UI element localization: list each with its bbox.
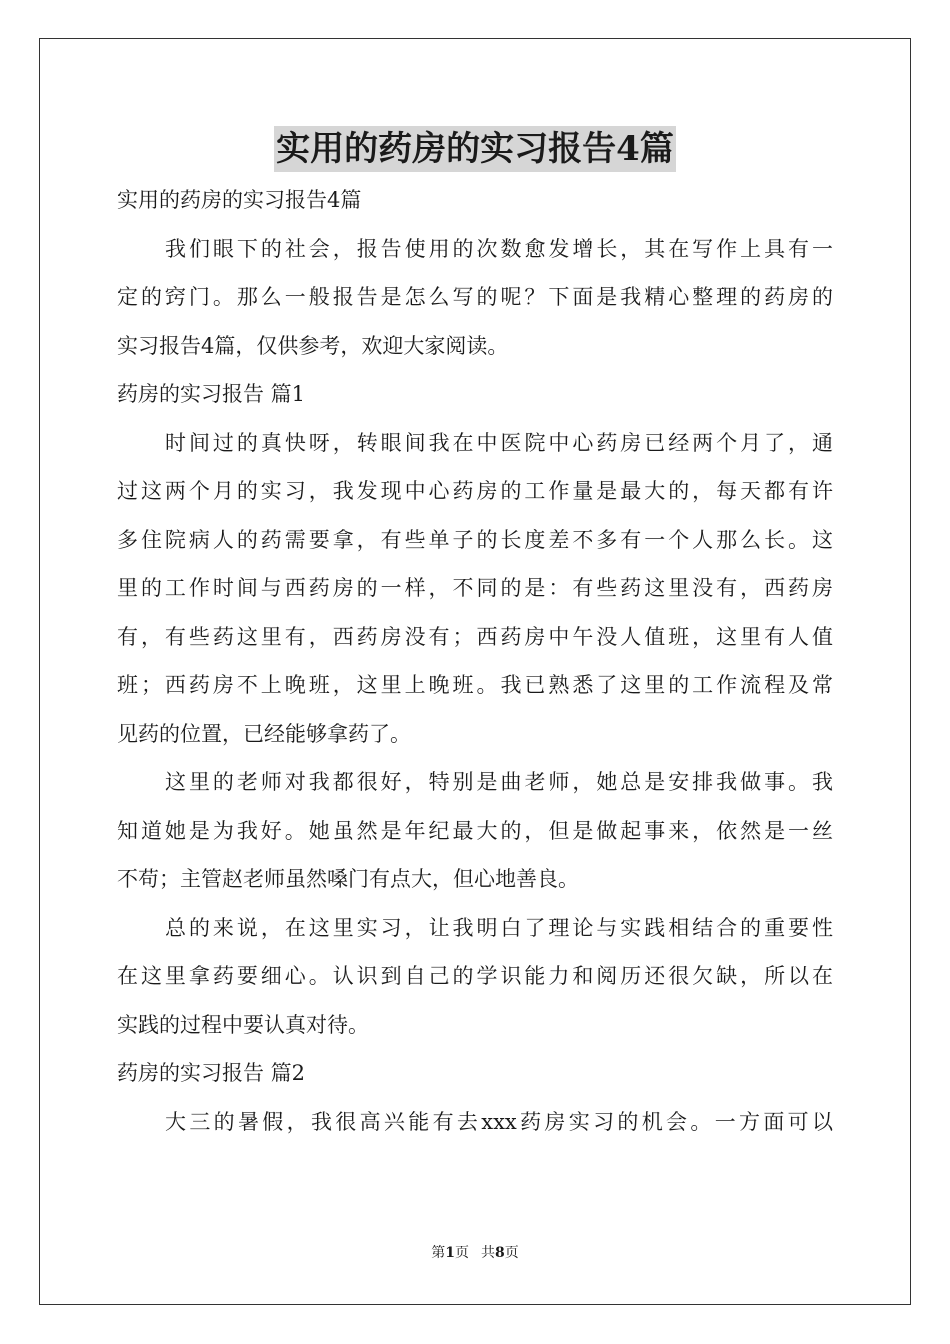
- paragraph-line: 不苟；主管赵老师虽然嗓门有点大，但心地善良。: [117, 867, 579, 891]
- paragraph-line: 这里的老师对我都很好，特别是曲老师，她总是安排我做事。我: [165, 770, 833, 794]
- paragraph-line: 实践的过程中要认真对待。: [117, 1012, 369, 1037]
- paragraph-line: 里的工作时间与西药房的一样，不同的是：有些药这里没有，西药房: [117, 576, 833, 600]
- document-body: [117, 176, 833, 1146]
- paragraph-line: 定的窍门。那么一般报告是怎么写的呢？下面是我精心整理的药房的: [117, 285, 833, 309]
- total-label-suffix: 页: [504, 1245, 519, 1261]
- title-container: [0, 126, 950, 172]
- total-pages: 8: [495, 1245, 505, 1261]
- document-title: 实用的药房的实习报告4篇: [274, 126, 676, 172]
- page-label-suffix: 页: [455, 1245, 469, 1261]
- paragraph-line: 时间过的真快呀，转眼间我在中医院中心药房已经两个月了，通: [165, 430, 833, 455]
- paragraph-line: 实习报告4篇，仅供参考，欢迎大家阅读。: [117, 333, 509, 358]
- section-heading: 药房的实习报告 篇1: [117, 382, 306, 406]
- paragraph-line: 我们眼下的社会，报告使用的次数愈发增长，其在写作上具有一: [165, 236, 833, 261]
- paragraph-line: 知道她是为我好。她虽然是年纪最大的，但是做起事来，依然是一丝: [117, 818, 833, 843]
- paragraph-line: 见药的位置，已经能够拿药了。: [117, 721, 411, 746]
- section-heading: 药房的实习报告 篇2: [117, 1061, 306, 1085]
- paragraph-line: 有，有些药这里有，西药房没有；西药房中午没人值班，这里有人值: [117, 624, 833, 649]
- paragraph-line: 在这里拿药要细心。认识到自己的学识能力和阅历还很欠缺，所以在: [117, 964, 833, 988]
- paragraph-line: 班；西药房不上晚班，这里上晚班。我已熟悉了这里的工作流程及常: [117, 673, 833, 697]
- paragraph-line: 总的来说，在这里实习，让我明白了理论与实践相结合的重要性: [165, 915, 833, 940]
- page-label-prefix: 第: [431, 1245, 446, 1261]
- total-label-prefix: 共: [481, 1245, 495, 1261]
- paragraph-line: 多住院病人的药需要拿，有些单子的长度差不多有一个人那么长。这: [117, 527, 833, 552]
- paragraph-line: 大三的暑假，我很高兴能有去xxx药房实习的机会。一方面可以: [165, 1109, 833, 1134]
- paragraph-line: 过这两个月的实习，我发现中心药房的工作量是最大的，每天都有许: [117, 479, 833, 503]
- page-number: 1: [445, 1245, 455, 1261]
- page-footer: [0, 1243, 950, 1263]
- section-heading: 实用的药房的实习报告4篇: [117, 188, 362, 212]
